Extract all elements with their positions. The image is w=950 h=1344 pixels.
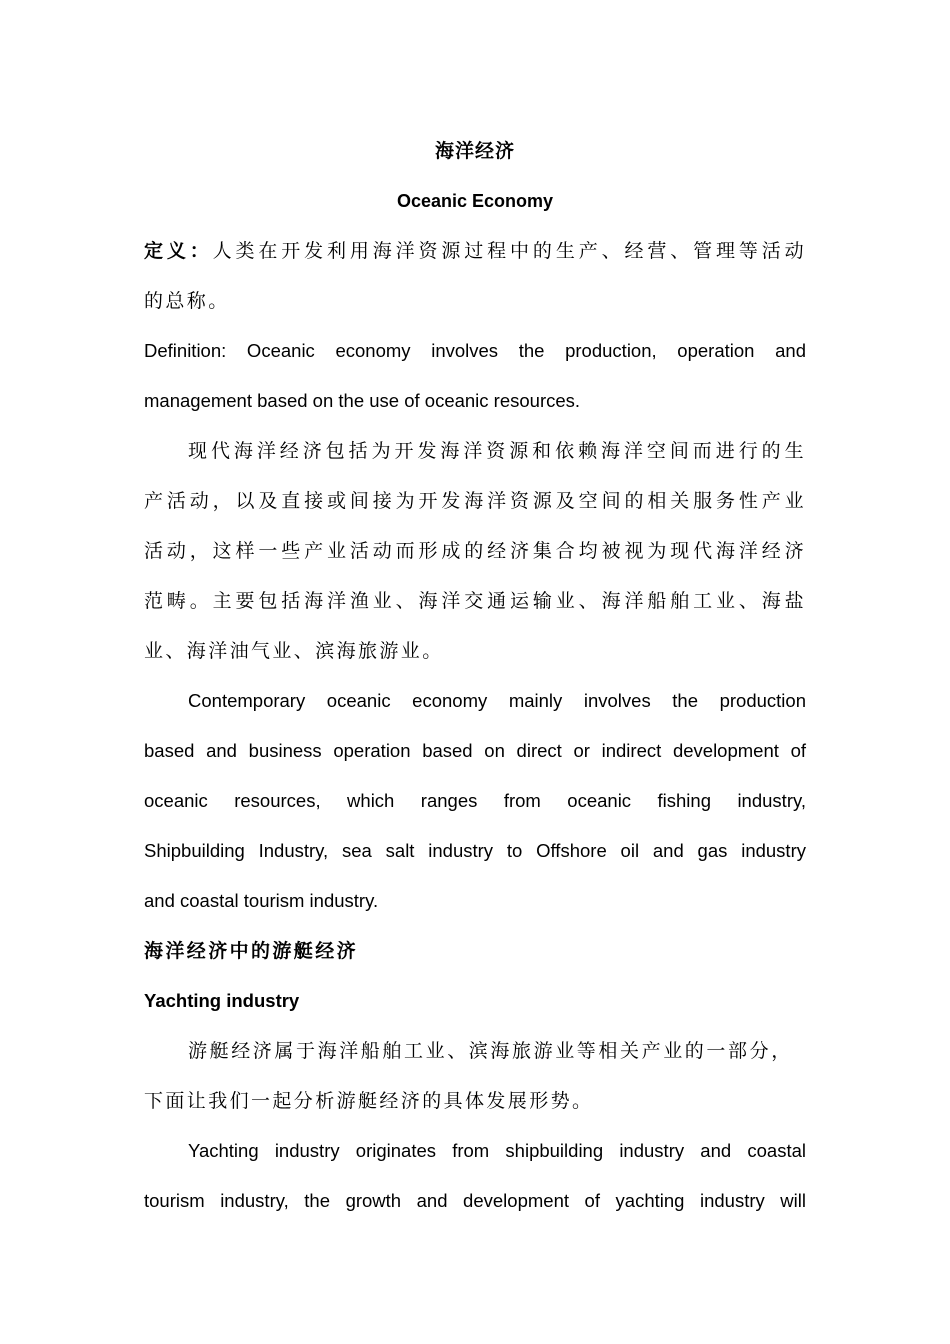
- section-heading-english: Yachting industry: [144, 990, 300, 1011]
- paragraph-english-line: oceanic resources, which ranges from oceanic fishing industry,: [144, 790, 806, 811]
- definition-chinese-line-2: 的总称。: [144, 290, 230, 312]
- paragraph-english-line: and coastal tourism industry.: [144, 890, 379, 911]
- title-english: Oceanic Economy: [396, 191, 554, 211]
- paragraph-chinese-line: 范畴。主要包括海洋渔业、海洋交通运输业、海洋船舶工业、海盐: [144, 590, 806, 612]
- paragraph-chinese-line: 活动，这样一些产业活动而形成的经济集合均被视为现代海洋经济: [144, 540, 806, 562]
- yacht-chinese-line: 游艇经济属于海洋船舶工业、滨海旅游业等相关产业的一部分，: [188, 1040, 793, 1062]
- yacht-chinese-line: 下面让我们一起分析游艇经济的具体发展形势。: [144, 1090, 594, 1112]
- paragraph-chinese-line: 产活动，以及直接或间接为开发海洋资源及空间的相关服务性产业: [144, 490, 806, 512]
- paragraph-chinese-line: 现代海洋经济包括为开发海洋资源和依赖海洋空间而进行的生: [188, 440, 806, 462]
- section-heading-chinese: 海洋经济中的游艇经济: [144, 940, 359, 962]
- yacht-english-line: Yachting industry originates from shipbuilding industry and coastal: [188, 1140, 806, 1161]
- definition-english-line-1: Definition: Oceanic economy involves the production, operation and: [144, 340, 806, 361]
- definition-english-line-2: management based on the use of oceanic resources.: [144, 390, 581, 411]
- paragraph-english-line: Shipbuilding Industry, sea salt industry to Offshore oil and gas industry: [144, 840, 806, 861]
- paragraph-chinese-line: 业、海洋油气业、滨海旅游业。: [144, 640, 444, 662]
- definition-label: 定义：: [144, 240, 213, 262]
- title-chinese: 海洋经济: [434, 140, 515, 162]
- yacht-english-line: tourism industry, the growth and development of yachting industry will: [144, 1190, 806, 1211]
- definition-chinese-line-1: [144, 226, 806, 276]
- paragraph-english-line: based and business operation based on direct or indirect development of: [144, 740, 806, 761]
- paragraph-english-line: Contemporary oceanic economy mainly involves the production: [188, 690, 806, 711]
- document-body: [144, 126, 806, 1226]
- definition-chinese-text: 人类在开发利用海洋资源过程中的生产、经营、管理等活动: [212, 240, 806, 262]
